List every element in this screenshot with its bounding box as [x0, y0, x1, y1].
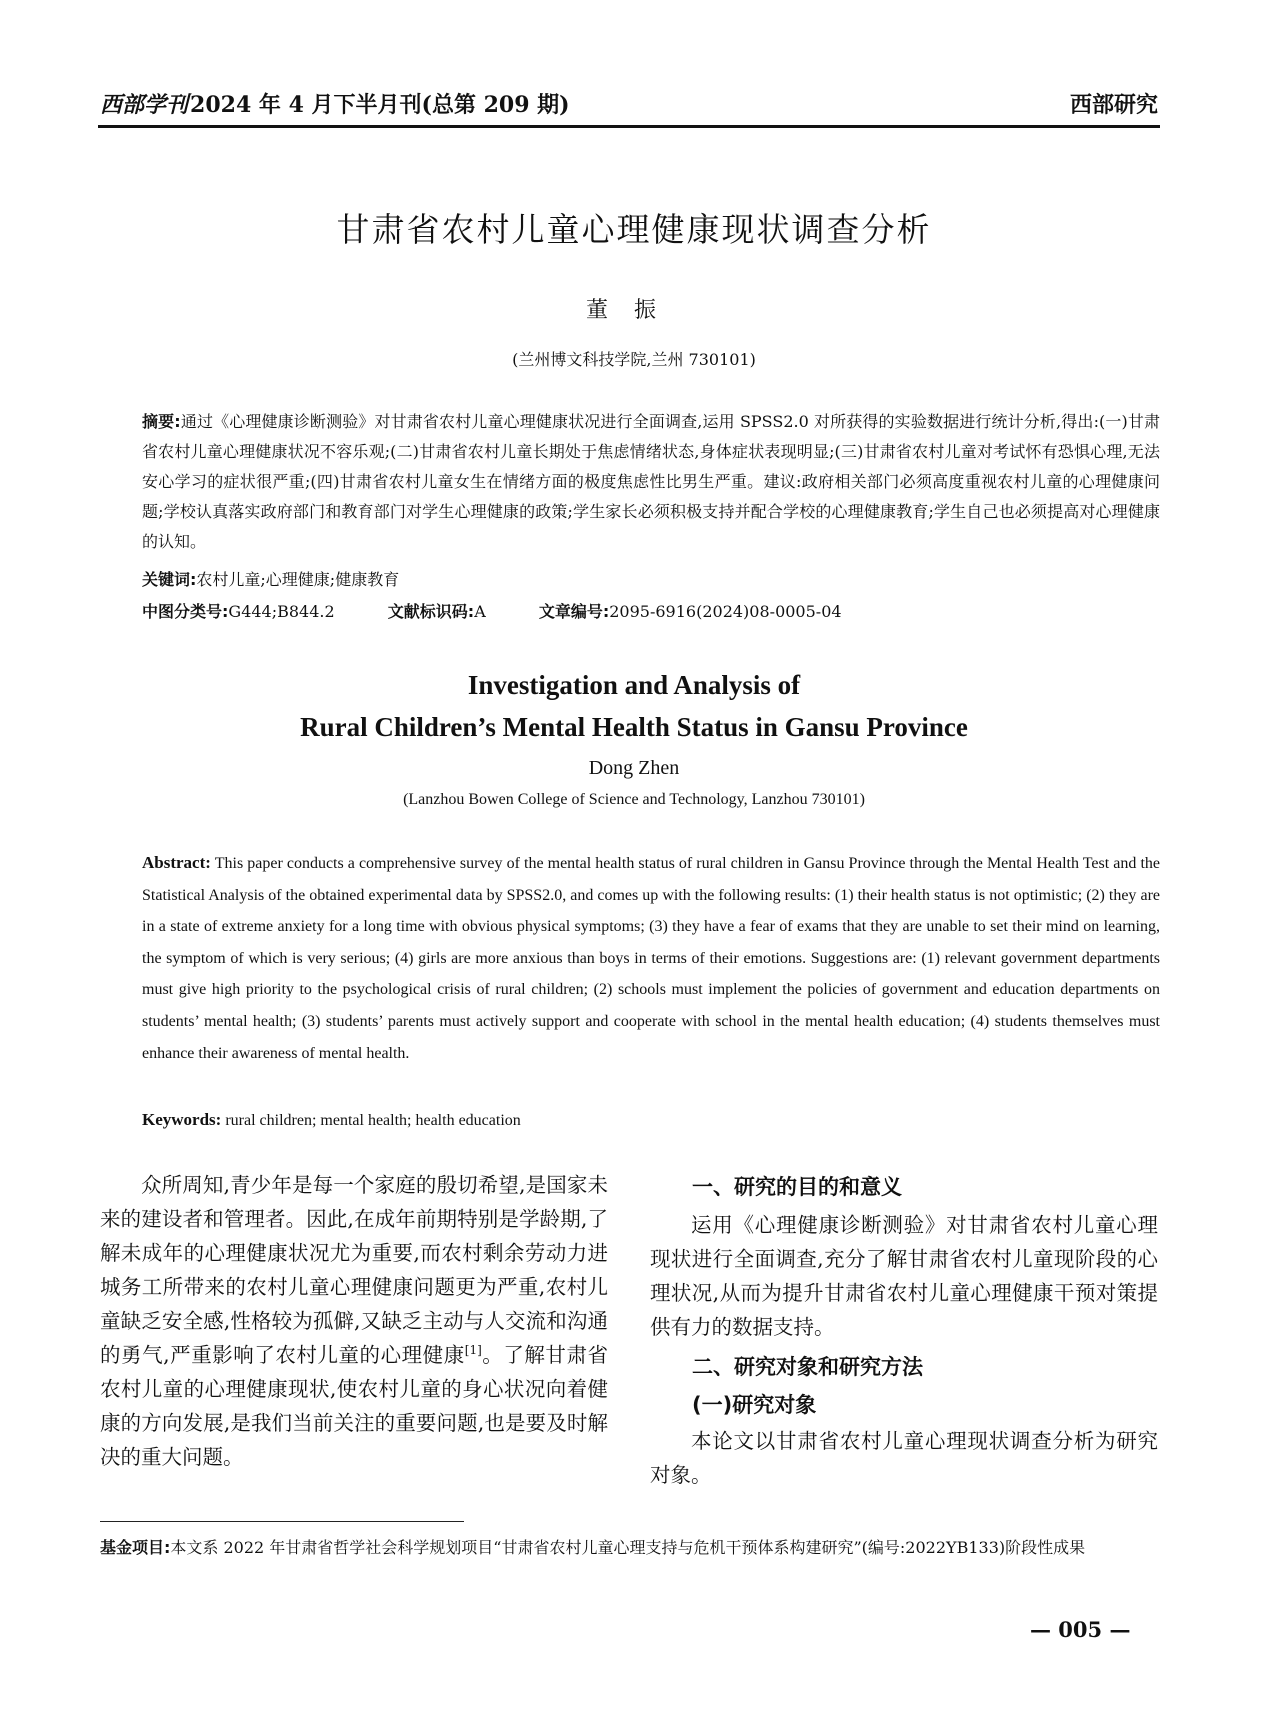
citation-ref[interactable]: [1]	[464, 1343, 482, 1358]
keywords-zh-text: 农村儿童;心理健康;健康教育	[196, 570, 400, 589]
article-title-en-line1: Investigation and Analysis of	[467, 670, 801, 700]
body-column-left	[100, 1168, 608, 1474]
subsection-heading-2-1: (一)研究对象	[692, 1393, 817, 1417]
abstract-zh-label: 摘要:	[142, 412, 181, 431]
article-title-en-line2: Rural Children’s Mental Health Status in Gansu Province	[300, 712, 968, 742]
keywords-zh-label: 关键词:	[142, 570, 197, 589]
funding-footnote	[100, 1533, 1162, 1563]
section-heading-2: 二、研究对象和研究方法	[692, 1355, 923, 1379]
author-zh: 董振	[585, 298, 682, 323]
affiliation-zh: (兰州博文科技学院,兰州 730101)	[512, 350, 756, 369]
section-heading-1: 一、研究的目的和意义	[692, 1175, 902, 1199]
abstract-zh	[142, 407, 1160, 557]
article-title-zh: 甘肃省农村儿童心理健康现状调查分析	[336, 210, 932, 249]
article-number: 文章编号:2095-6916(2024)08-0005-04	[538, 602, 842, 621]
body-column-right	[650, 1168, 1158, 1492]
subsection-2-1-paragraph: 本论文以甘肃省农村儿童心理现状调查分析为研究对象。	[650, 1429, 1158, 1487]
header-divider	[98, 125, 1160, 128]
classification-row	[142, 599, 1160, 622]
footnote-text: 本文系 2022 年甘肃省哲学社会科学规划项目“甘肃省农村儿童心理支持与危机干预体系构建研究”(编号:2022YB133)阶段性成果	[170, 1538, 1086, 1557]
abstract-en-label: Abstract:	[142, 853, 211, 872]
document-code: 文献标识码:A	[387, 602, 486, 621]
section-name: 西部研究	[1069, 93, 1158, 118]
author-en: Dong Zhen	[588, 757, 680, 779]
footnote-divider	[100, 1521, 464, 1522]
issue-info: 2024 年 4 月下半月刊(总第 209 期)	[190, 92, 570, 118]
affiliation-en: (Lanzhou Bowen College of Science and Technology, Lanzhou 730101)	[403, 791, 865, 808]
intro-paragraph: 众所周知,青少年是每一个家庭的殷切希望,是国家未来的建设者和管理者。因此,在成年前期特别是学龄期,了解未成年的心理健康状况尤为重要,而农村剩余劳动力进城务工所带来的农村儿童心理健康问题更为严重,农村儿童缺乏安全感,性格较为孤僻,又缺乏主动与人交流和沟通的勇气,严重影响了农村儿童的心理健康[1]。了解甘肃省农村儿童的心理健康现状,使农村儿童的身心状况向着健康的方向发展,是我们当前关注的重要问题,也是要及时解决的重大问题。	[100, 1173, 609, 1469]
page-number: — 005 —	[1030, 1617, 1131, 1642]
journal-header	[100, 88, 570, 119]
abstract-en	[142, 847, 1160, 1069]
keywords-en	[142, 1110, 521, 1130]
keywords-en-text: rural children; mental health; health education	[225, 1112, 521, 1129]
abstract-en-text: This paper conducts a comprehensive survey of the mental health status of rural children in Gansu Province through the Mental Health Test and the Statistical Analysis of the obtained experimental data by SPSS2.0, and comes up with the following results: (1) their health status is not optimistic; (2) they are in a state of extreme anxiety for a long time with obvious physical symptoms; (3) they have a fear of exams that they are unable to set their mind on learning, the symptom of which is very serious; (4) girls are more anxious than boys in terms of their emotions. Suggestions are: (1) relevant government departments must give high priority to the psychological crisis of rural children; (2) schools must implement the policies of government and education departments on students’ mental health; (3) students’ parents must actively support and cooperate with school in the mental health education; (4) students themselves must enhance their awareness of mental health.	[142, 855, 1160, 1062]
clc-code: 中图分类号:G444;B844.2	[142, 602, 335, 621]
keywords-zh	[142, 565, 1160, 595]
journal-logo: 西部学刊	[100, 92, 189, 118]
footnote-label: 基金项目:	[100, 1538, 171, 1557]
keywords-en-label: Keywords:	[142, 1110, 222, 1129]
abstract-zh-text: 通过《心理健康诊断测验》对甘肃省农村儿童心理健康状况进行全面调查,运用 SPSS2.0 对所获得的实验数据进行统计分析,得出:(一)甘肃省农村儿童心理健康状况不容乐观;(二)甘肃省农村儿童长期处于焦虑情绪状态,身体症状表现明显;(三)甘肃省农村儿童对考试怀有恐惧心理,无法安心学习的症状很严重;(四)甘肃省农村儿童女生在情绪方面的极度焦虑性比男生严重。建议:政府相关部门必须高度重视农村儿童的心理健康问题;学校认真落实政府部门和教育部门对学生心理健康的政策;学生家长必须积极支持并配合学校的心理健康教育;学生自己也必须提高对心理健康的认知。	[142, 412, 1160, 551]
section-1-paragraph: 运用《心理健康诊断测验》对甘肃省农村儿童心理现状进行全面调查,充分了解甘肃省农村儿童现阶段的心理状况,从而为提升甘肃省农村儿童心理健康干预对策提供有力的数据支持。	[650, 1213, 1158, 1339]
